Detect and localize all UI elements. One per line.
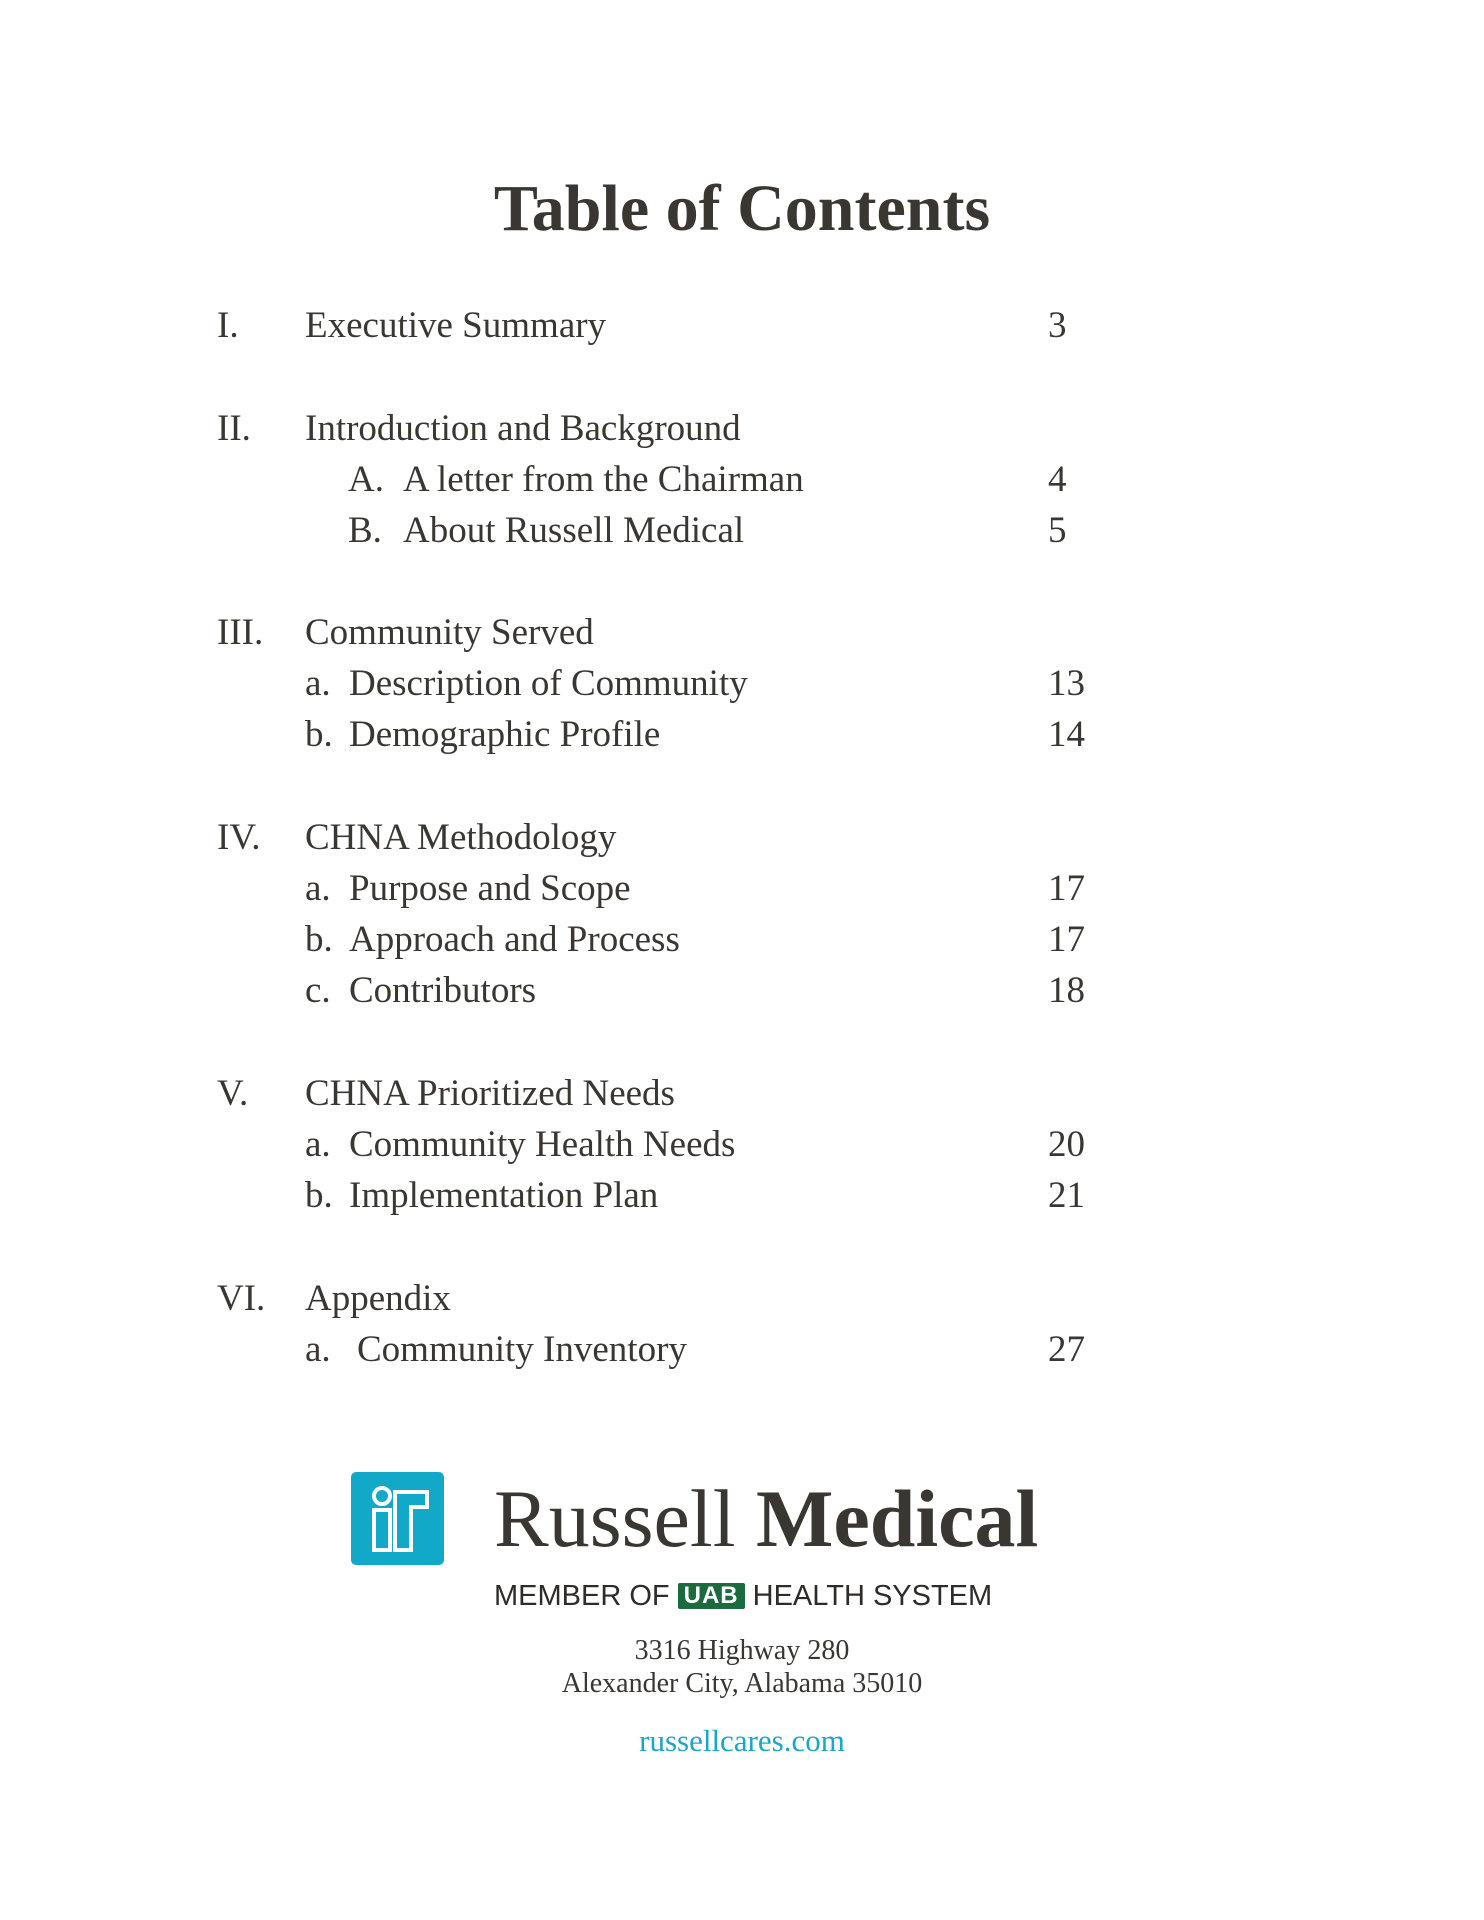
toc-entry-letter-from-chairman[interactable] bbox=[0, 457, 1484, 503]
page-number: 18 bbox=[1048, 970, 1085, 1011]
toc-entry-community-inventory[interactable] bbox=[0, 1327, 1484, 1373]
address-line-1: 3316 Highway 280 bbox=[634, 1635, 850, 1666]
toc-entry-about-russell-medical[interactable] bbox=[0, 508, 1484, 554]
subsection-letter: B. bbox=[348, 510, 382, 551]
subsection-title: Community Health Needs bbox=[349, 1124, 736, 1165]
subsection-title: Implementation Plan bbox=[349, 1175, 659, 1216]
subsection-title: Approach and Process bbox=[349, 919, 680, 960]
subsection-title: Contributors bbox=[349, 970, 537, 1011]
toc-entry-purpose-and-scope[interactable] bbox=[0, 866, 1484, 912]
section-numeral: III. bbox=[217, 612, 264, 653]
toc-section-community-served bbox=[0, 610, 1484, 656]
subsection-title: Community Inventory bbox=[357, 1329, 687, 1370]
toc-section-chna-prioritized-needs bbox=[0, 1071, 1484, 1117]
health-system-membership bbox=[494, 1578, 992, 1614]
brand-wordmark bbox=[494, 1474, 1038, 1564]
subsection-letter: b. bbox=[305, 1175, 333, 1216]
subsection-title: A letter from the Chairman bbox=[403, 459, 804, 500]
subsection-letter: a. bbox=[305, 868, 331, 909]
section-numeral: V. bbox=[217, 1073, 249, 1114]
address-line-2: Alexander City, Alabama 35010 bbox=[561, 1668, 923, 1699]
page-number: 27 bbox=[1048, 1329, 1085, 1370]
page-number: 20 bbox=[1048, 1124, 1085, 1165]
page-number: 4 bbox=[1048, 459, 1067, 500]
member-suffix: HEALTH SYSTEM bbox=[752, 1580, 993, 1612]
subsection-title: Demographic Profile bbox=[349, 714, 661, 755]
page-number: 5 bbox=[1048, 510, 1067, 551]
subsection-letter: b. bbox=[305, 714, 333, 755]
brand-wordmark-light: Russell bbox=[494, 1473, 756, 1564]
member-prefix: MEMBER OF bbox=[494, 1580, 670, 1612]
page-title: Table of Contents bbox=[493, 172, 991, 245]
brand-wordmark-bold: Medical bbox=[755, 1473, 1039, 1564]
section-title: Executive Summary bbox=[305, 305, 607, 346]
toc-entry-demographic-profile[interactable] bbox=[0, 712, 1484, 758]
subsection-letter: b. bbox=[305, 919, 333, 960]
uab-logo-icon: UAB bbox=[678, 1583, 745, 1609]
toc-entry-contributors[interactable] bbox=[0, 968, 1484, 1014]
subsection-title: Description of Community bbox=[349, 663, 748, 704]
page-number: 3 bbox=[1048, 305, 1067, 346]
subsection-letter: A. bbox=[348, 459, 384, 500]
website-link[interactable]: russellcares.com bbox=[639, 1723, 845, 1758]
subsection-letter: c. bbox=[305, 970, 331, 1011]
section-title: Community Served bbox=[305, 612, 594, 653]
toc-entry-executive-summary[interactable] bbox=[0, 303, 1484, 349]
subsection-letter: a. bbox=[305, 663, 331, 704]
page-number: 14 bbox=[1048, 714, 1085, 755]
subsection-title: About Russell Medical bbox=[403, 510, 745, 551]
section-title: Introduction and Background bbox=[305, 408, 741, 449]
toc-entry-implementation-plan[interactable] bbox=[0, 1173, 1484, 1219]
page-number: 21 bbox=[1048, 1175, 1085, 1216]
section-numeral: IV. bbox=[217, 817, 261, 858]
section-title: CHNA Prioritized Needs bbox=[305, 1073, 675, 1114]
subsection-title: Purpose and Scope bbox=[349, 868, 631, 909]
page-number: 17 bbox=[1048, 868, 1085, 909]
russell-medical-logo-icon bbox=[351, 1472, 444, 1565]
toc-entry-community-health-needs[interactable] bbox=[0, 1122, 1484, 1168]
toc-entry-approach-and-process[interactable] bbox=[0, 917, 1484, 963]
section-numeral: VI. bbox=[217, 1278, 266, 1319]
section-numeral: I. bbox=[217, 305, 239, 346]
toc-section-appendix bbox=[0, 1276, 1484, 1322]
toc-section-introduction bbox=[0, 406, 1484, 452]
page-number: 17 bbox=[1048, 919, 1085, 960]
subsection-letter: a. bbox=[305, 1329, 331, 1370]
subsection-letter: a. bbox=[305, 1124, 331, 1165]
toc-section-chna-methodology bbox=[0, 815, 1484, 861]
section-title: CHNA Methodology bbox=[305, 817, 617, 858]
page-number: 13 bbox=[1048, 663, 1085, 704]
section-title: Appendix bbox=[305, 1278, 451, 1319]
section-numeral: II. bbox=[217, 408, 251, 449]
toc-entry-description-of-community[interactable] bbox=[0, 661, 1484, 707]
